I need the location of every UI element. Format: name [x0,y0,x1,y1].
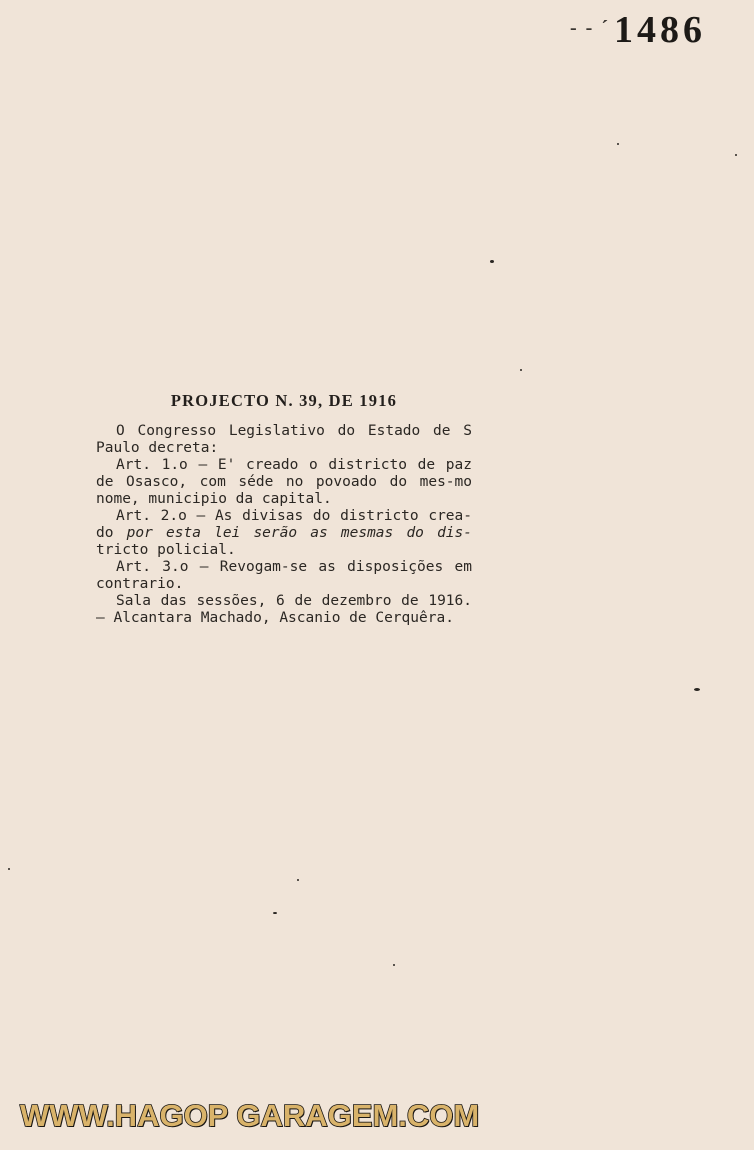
page-number-value: 1486 [614,9,706,51]
paragraph-article-2: Art. 2.o — As divisas do districto crea-do por esta lei serão as mesmas do dis-tricto policial. [96,508,472,558]
scan-speck [393,964,395,966]
page-number [570,8,706,52]
scan-speck [735,154,737,156]
paragraph-article-3: Art. 3.o — Revogam-se as disposições em contrario. [96,559,472,592]
paragraph-preamble: O Congresso Legislativo do Estado de S Paulo decreta: [96,423,472,456]
article-title: PROJECTO N. 39, DE 1916 [170,391,398,410]
scan-speck [273,912,277,914]
scan-speck [8,868,10,870]
article-block [96,392,472,627]
scan-speck [297,879,299,881]
scan-speck [490,260,494,263]
scan-speck [617,143,619,145]
watermark: WWW.HAGOP GARAGEM.COM [20,1098,480,1133]
scan-speck [520,369,522,371]
paragraph-closing: Sala das sessões, 6 de dezembro de 1916. — Alcantara Machado, Ascanio de Cerquêra. [96,593,472,626]
page-number-marks: - - ´ [570,17,610,39]
scan-speck [694,688,700,691]
paragraph-article-1: Art. 1.o — E' creado o districto de paz de Osasco, com séde no povoado do mes-mo nome, municipio da capital. [96,457,472,507]
